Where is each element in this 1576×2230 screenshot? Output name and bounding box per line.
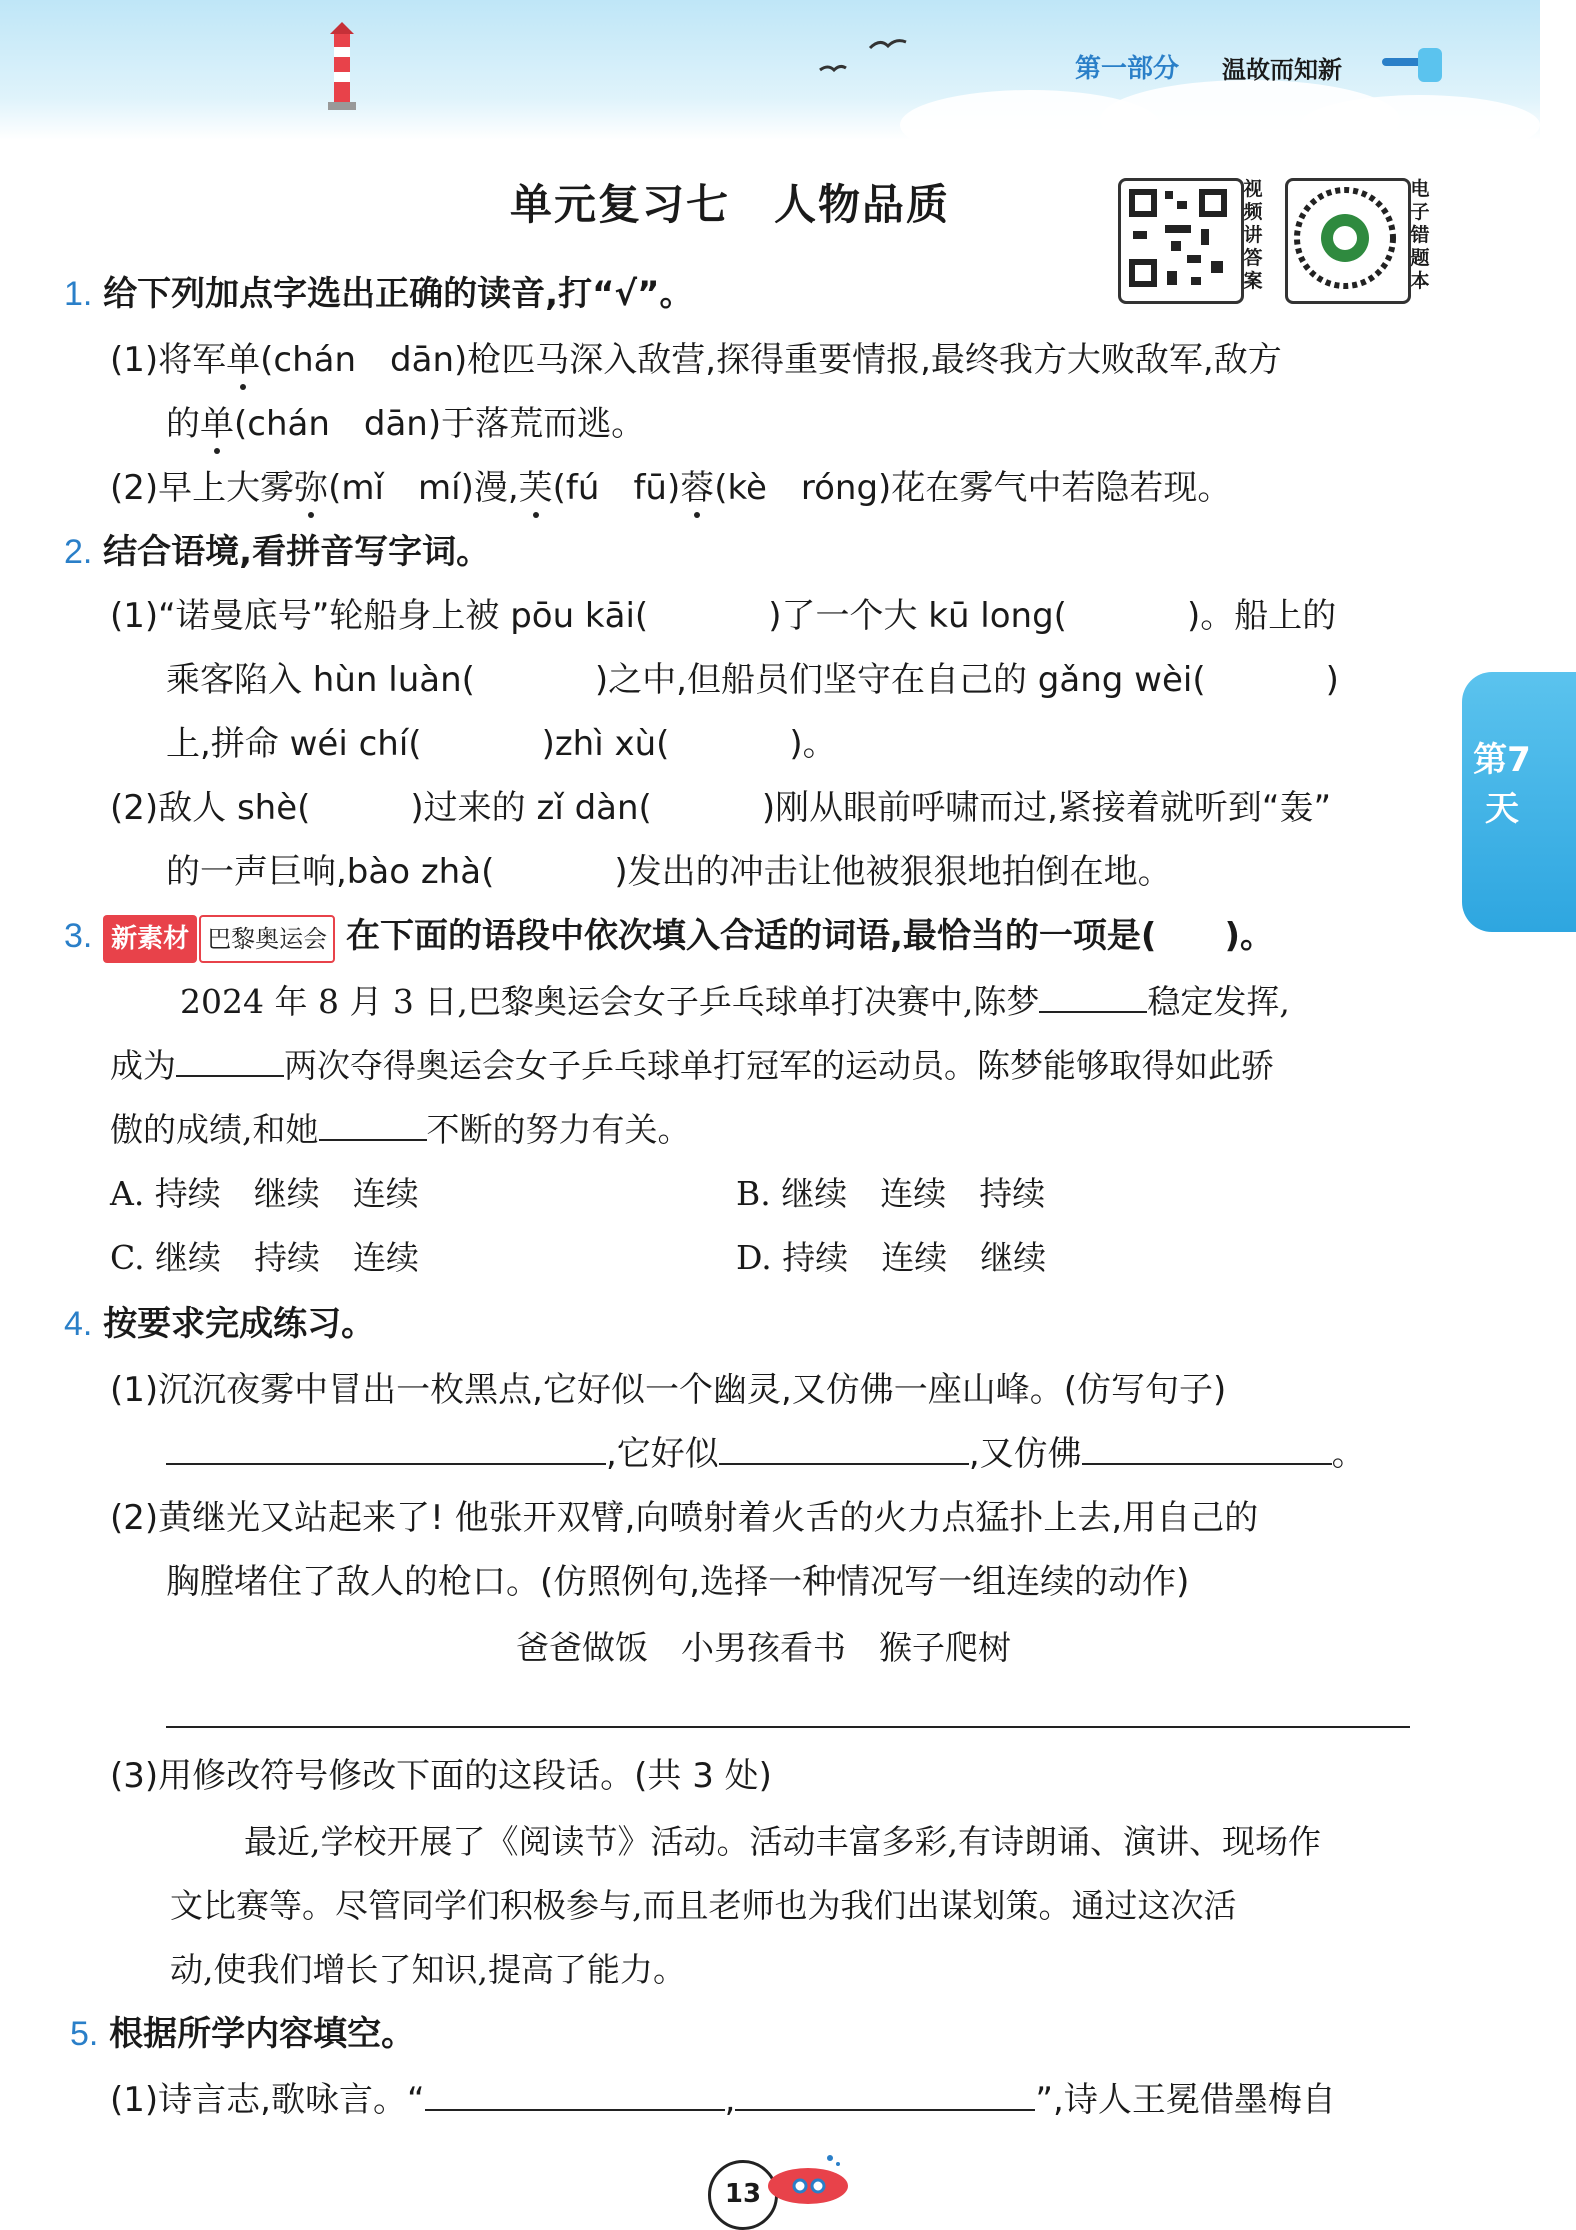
- qr-label-mistakes: 电子错题本: [1410, 178, 1430, 292]
- q3-passage-line-2: 成为 两次夺得奥运会女子乒乓球单打冠军的运动员。陈梦能够取得如此骄: [110, 1046, 1274, 1085]
- answer-blank[interactable]: [735, 2079, 1035, 2111]
- answer-blank[interactable]: [1082, 1433, 1332, 1465]
- q4-item-2-answer-line[interactable]: [166, 1726, 1410, 1728]
- qr-code-mistakes[interactable]: [1285, 178, 1411, 304]
- question-text: 在下面的语段中依次填入合适的词语,最恰当的一项是( )。: [346, 916, 1274, 956]
- answer-blank[interactable]: [319, 1109, 427, 1141]
- question-3-heading: [64, 914, 1274, 963]
- qr-label-video: 视频讲答案: [1243, 178, 1263, 292]
- q1-item-1-line-1: (1)将军单(chán dān)枪匹马深入敌营,探得重要情报,最终我方大败敌军,敌方: [110, 340, 1282, 380]
- dotted-char: 芙: [518, 468, 553, 508]
- q2-line-4: (2)敌人 shè( )过来的 zǐ dàn( )刚从眼前呼啸而过,紧接着就听到“轰”: [110, 788, 1332, 828]
- question-number: 2.: [64, 533, 93, 571]
- question-1-heading: [64, 272, 693, 316]
- dotted-char: 单: [200, 404, 234, 444]
- q4-item-2-line-1: (2)黄继光又站起来了! 他张开双臂,向喷射着火舌的火力点猛扑上去,用自己的: [110, 1498, 1259, 1538]
- dotted-char: 单: [226, 340, 261, 380]
- page-title: 单元复习七 人物品质: [510, 180, 951, 229]
- q4-item-3-passage-line-2: 文比赛等。尽管同学们积极参与,而且老师也为我们出谋划策。通过这次活: [170, 1886, 1237, 1925]
- question-4-heading: [64, 1302, 375, 1346]
- q3-option-c[interactable]: C. 继续 持续 连续: [110, 1238, 420, 1277]
- answer-blank[interactable]: [719, 1433, 969, 1465]
- q4-item-2-line-2: 胸膛堵住了敌人的枪口。(仿照例句,选择一种情况写一组连续的动作): [166, 1562, 1190, 1602]
- question-number: 3.: [64, 917, 93, 955]
- q1-item-2: (2)早上大雾弥(mǐ mí)漫,芙(fú fū)蓉(kè róng)花在雾气中若隐若现。: [110, 468, 1232, 508]
- q2-line-3: 上,拼命 wéi chí( )zhì xù( )。: [166, 724, 837, 764]
- qr-code-icon: [1288, 181, 1402, 295]
- page-number: 13: [708, 2160, 778, 2230]
- question-number: 5.: [70, 2015, 99, 2053]
- question-5-heading: [70, 2012, 415, 2056]
- question-text: 结合语境,看拼音写字词。: [103, 532, 491, 572]
- q2-line-5: 的一声巨响,bào zhà( )发出的冲击让他被狠狠地拍倒在地。: [166, 852, 1172, 892]
- seagull-icon: [810, 30, 920, 80]
- question-number: 1.: [64, 275, 93, 313]
- q4-item-3-passage-line-1: 最近,学校开展了《阅读节》活动。活动丰富多彩,有诗朗诵、演讲、现场作: [244, 1822, 1321, 1861]
- q4-item-3-passage-line-3: 动,使我们增长了知识,提高了能力。: [170, 1950, 686, 1989]
- header-part-sub: 温故而知新: [1222, 56, 1342, 84]
- q4-item-1: (1)沉沉夜雾中冒出一枚黑点,它好似一个幽灵,又仿佛一座山峰。(仿写句子): [110, 1370, 1227, 1410]
- question-text: 根据所学内容填空。: [109, 2014, 416, 2054]
- new-material-badge: 新素材: [103, 915, 197, 963]
- header-logo-icon: [1378, 44, 1448, 88]
- q4-item-2-choices: 爸爸做饭 小男孩看书 猴子爬树: [516, 1628, 1011, 1667]
- q2-line-2: 乘客陷入 hùn luàn( )之中,但船员们坚守在自己的 gǎng wèi( ): [166, 660, 1339, 700]
- submarine-icon: [760, 2150, 860, 2208]
- question-2-heading: [64, 530, 490, 574]
- lighthouse-icon: [322, 22, 362, 122]
- q3-option-a[interactable]: A. 持续 继续 连续: [110, 1174, 419, 1213]
- q3-option-d[interactable]: D. 持续 连续 继续: [736, 1238, 1047, 1277]
- answer-blank[interactable]: [425, 2079, 725, 2111]
- q4-item-3: (3)用修改符号修改下面的这段话。(共 3 处): [110, 1756, 772, 1796]
- qr-code-icon: [1121, 181, 1235, 295]
- q3-passage-line-1: 2024 年 8 月 3 日,巴黎奥运会女子乒乓球单打决赛中,陈梦 稳定发挥,: [180, 982, 1290, 1021]
- answer-blank[interactable]: [166, 1433, 606, 1465]
- topic-badge: 巴黎奥运会: [199, 915, 335, 963]
- dotted-char: 弥: [294, 468, 329, 508]
- answer-blank[interactable]: [1039, 981, 1147, 1013]
- dotted-char: 蓉: [680, 468, 715, 508]
- question-text: 按要求完成练习。: [103, 1304, 376, 1344]
- q2-line-1: (1)“诺曼底号”轮船身上被 pōu kāi( )了一个大 kū long( )。船上的: [110, 596, 1337, 636]
- header-part-label: 第一部分: [1075, 54, 1180, 84]
- q3-option-b[interactable]: B. 继续 连续 持续: [736, 1174, 1046, 1213]
- question-number: 4.: [64, 1305, 93, 1343]
- question-text: 给下列加点字选出正确的读音,打“√”。: [103, 274, 694, 314]
- q1-item-1-line-2: 的单(chán dān)于落荒而逃。: [166, 404, 646, 444]
- side-tab-day: [1462, 672, 1576, 932]
- q4-item-1-fill: ,它好似 ,又仿佛 。: [166, 1432, 1366, 1476]
- q3-passage-line-3: 傲的成绩,和她 不断的努力有关。: [110, 1110, 691, 1149]
- q5-item-1: (1)诗言志,歌咏言。“ , ”,诗人王冕借墨梅自: [110, 2080, 1336, 2120]
- answer-blank[interactable]: [176, 1045, 284, 1077]
- qr-code-video[interactable]: [1118, 178, 1244, 304]
- side-tab-text: 第7天: [1473, 740, 1531, 829]
